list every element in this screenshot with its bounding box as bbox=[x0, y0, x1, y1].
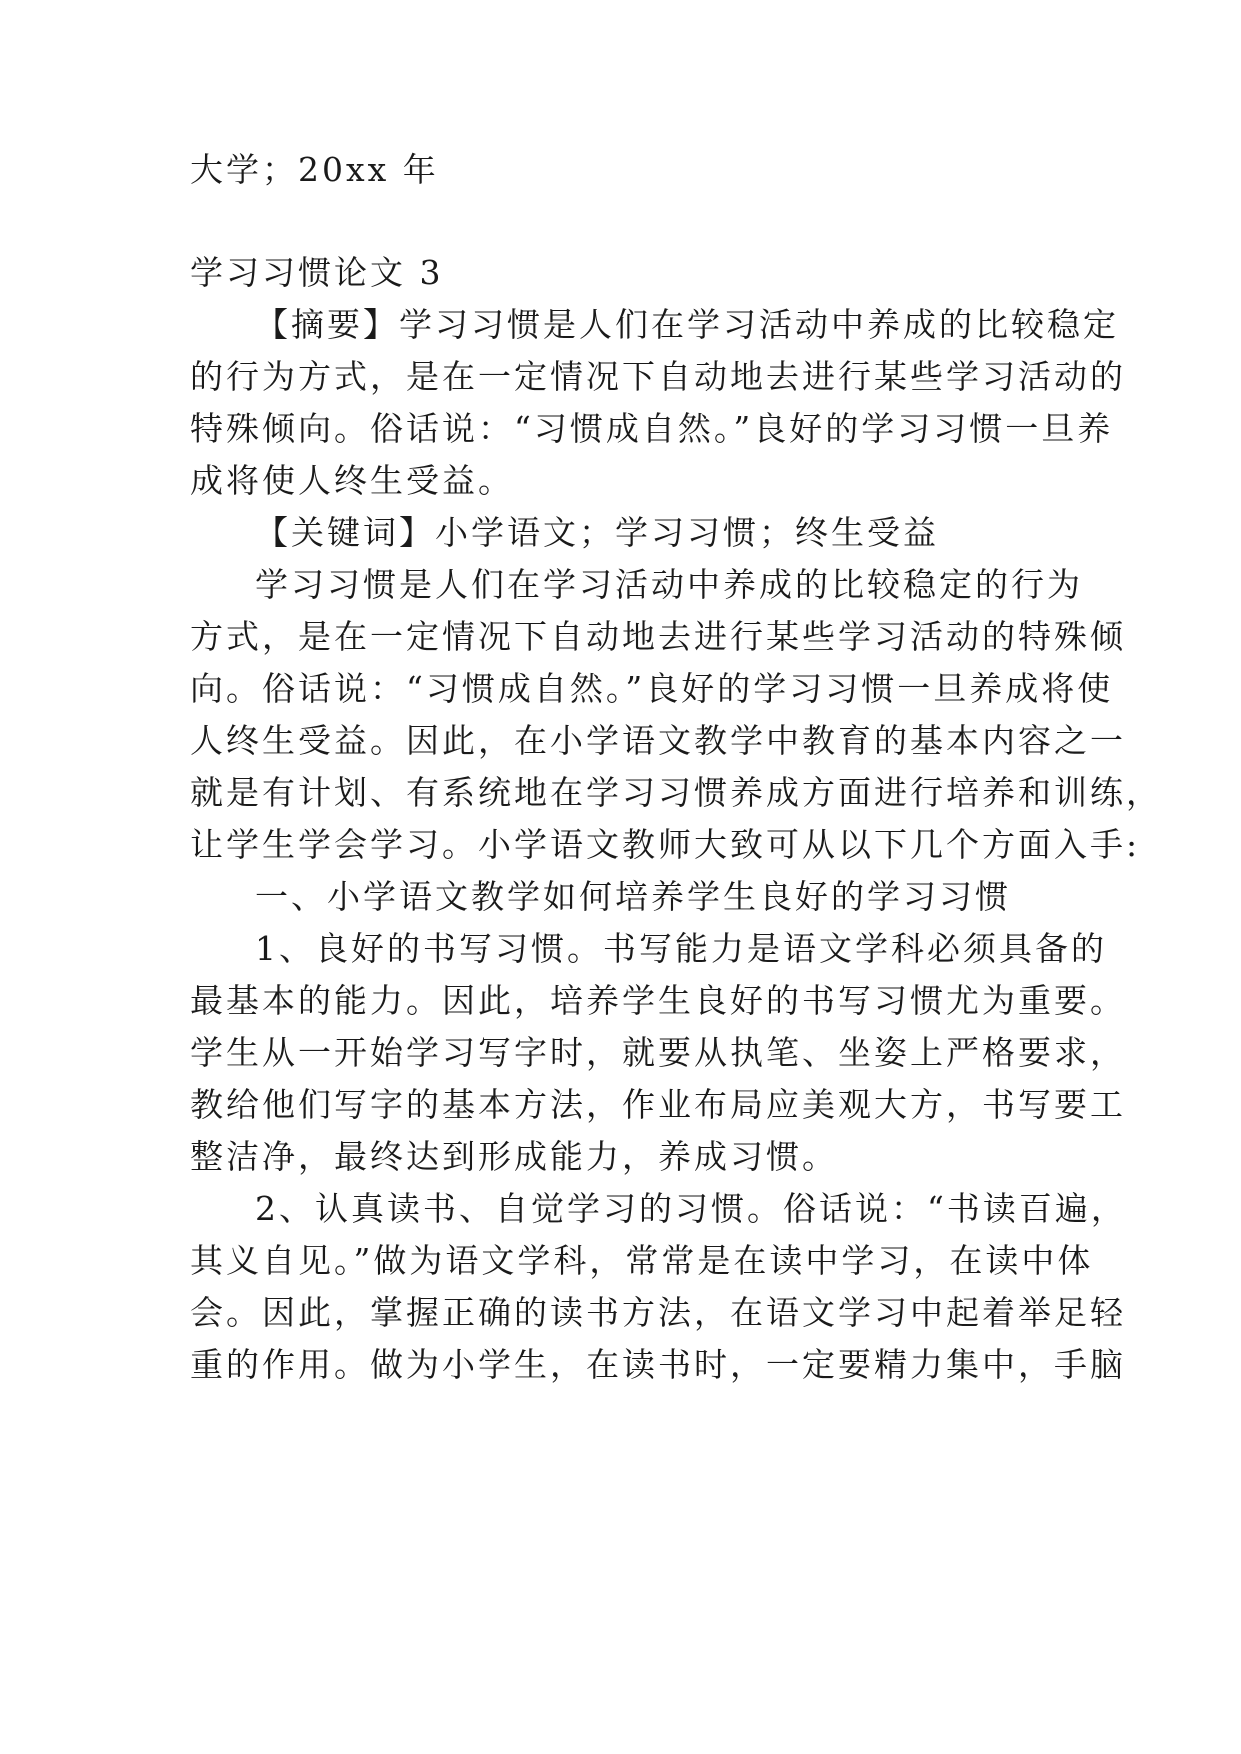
body-line: 就是有计划、有系统地在学习习惯养成方面进行培养和训练， bbox=[190, 773, 1162, 812]
body-line: 学习习惯是人们在学习活动中养成的比较稳定的行为 bbox=[255, 565, 1083, 604]
body-line: 1、良好的书写习惯。书写能力是语文学科必须具备的 bbox=[255, 929, 1107, 968]
body-line: 人终生受益。因此，在小学语文教学中教育的基本内容之一 bbox=[190, 721, 1126, 760]
body-line: 学生从一开始学习写字时，就要从执笔、坐姿上严格要求， bbox=[190, 1033, 1126, 1072]
abstract-line: 【摘要】学习习惯是人们在学习活动中养成的比较稳定 bbox=[255, 305, 1119, 344]
body-line: 整洁净，最终达到形成能力，养成习惯。 bbox=[190, 1137, 838, 1176]
text-line: 大学；20xx 年 bbox=[190, 150, 439, 189]
body-line: 向。俗话说：“习惯成自然。”良好的学习习惯一旦养成将使 bbox=[190, 669, 1114, 708]
body-line: 教给他们写字的基本方法，作业布局应美观大方，书写要工 bbox=[190, 1085, 1126, 1124]
body-line: 方式，是在一定情况下自动地去进行某些学习活动的特殊倾 bbox=[190, 617, 1126, 656]
paper-title: 学习习惯论文 3 bbox=[190, 253, 444, 292]
body-line: 让学生学会学习。小学语文教师大致可从以下几个方面入手: bbox=[190, 825, 1141, 864]
section-heading: 一、小学语文教学如何培养学生良好的学习习惯 bbox=[255, 877, 1011, 916]
keywords-line: 【关键词】小学语文；学习习惯；终生受益 bbox=[255, 513, 939, 552]
abstract-line: 特殊倾向。俗话说：“习惯成自然。”良好的学习习惯一旦养 bbox=[190, 409, 1114, 448]
abstract-line: 成将使人终生受益。 bbox=[190, 461, 514, 500]
body-line: 重的作用。做为小学生，在读书时，一定要精力集中，手脑 bbox=[190, 1345, 1126, 1384]
body-line: 2、认真读书、自觉学习的习惯。俗话说：“书读百遍， bbox=[255, 1189, 1127, 1228]
abstract-line: 的行为方式，是在一定情况下自动地去进行某些学习活动的 bbox=[190, 357, 1126, 396]
body-line: 最基本的能力。因此，培养学生良好的书写习惯尤为重要。 bbox=[190, 981, 1126, 1020]
body-line: 会。因此，掌握正确的读书方法，在语文学习中起着举足轻 bbox=[190, 1293, 1126, 1332]
body-line: 其义自见。”做为语文学科，常常是在读中学习，在读中体 bbox=[190, 1241, 1094, 1280]
